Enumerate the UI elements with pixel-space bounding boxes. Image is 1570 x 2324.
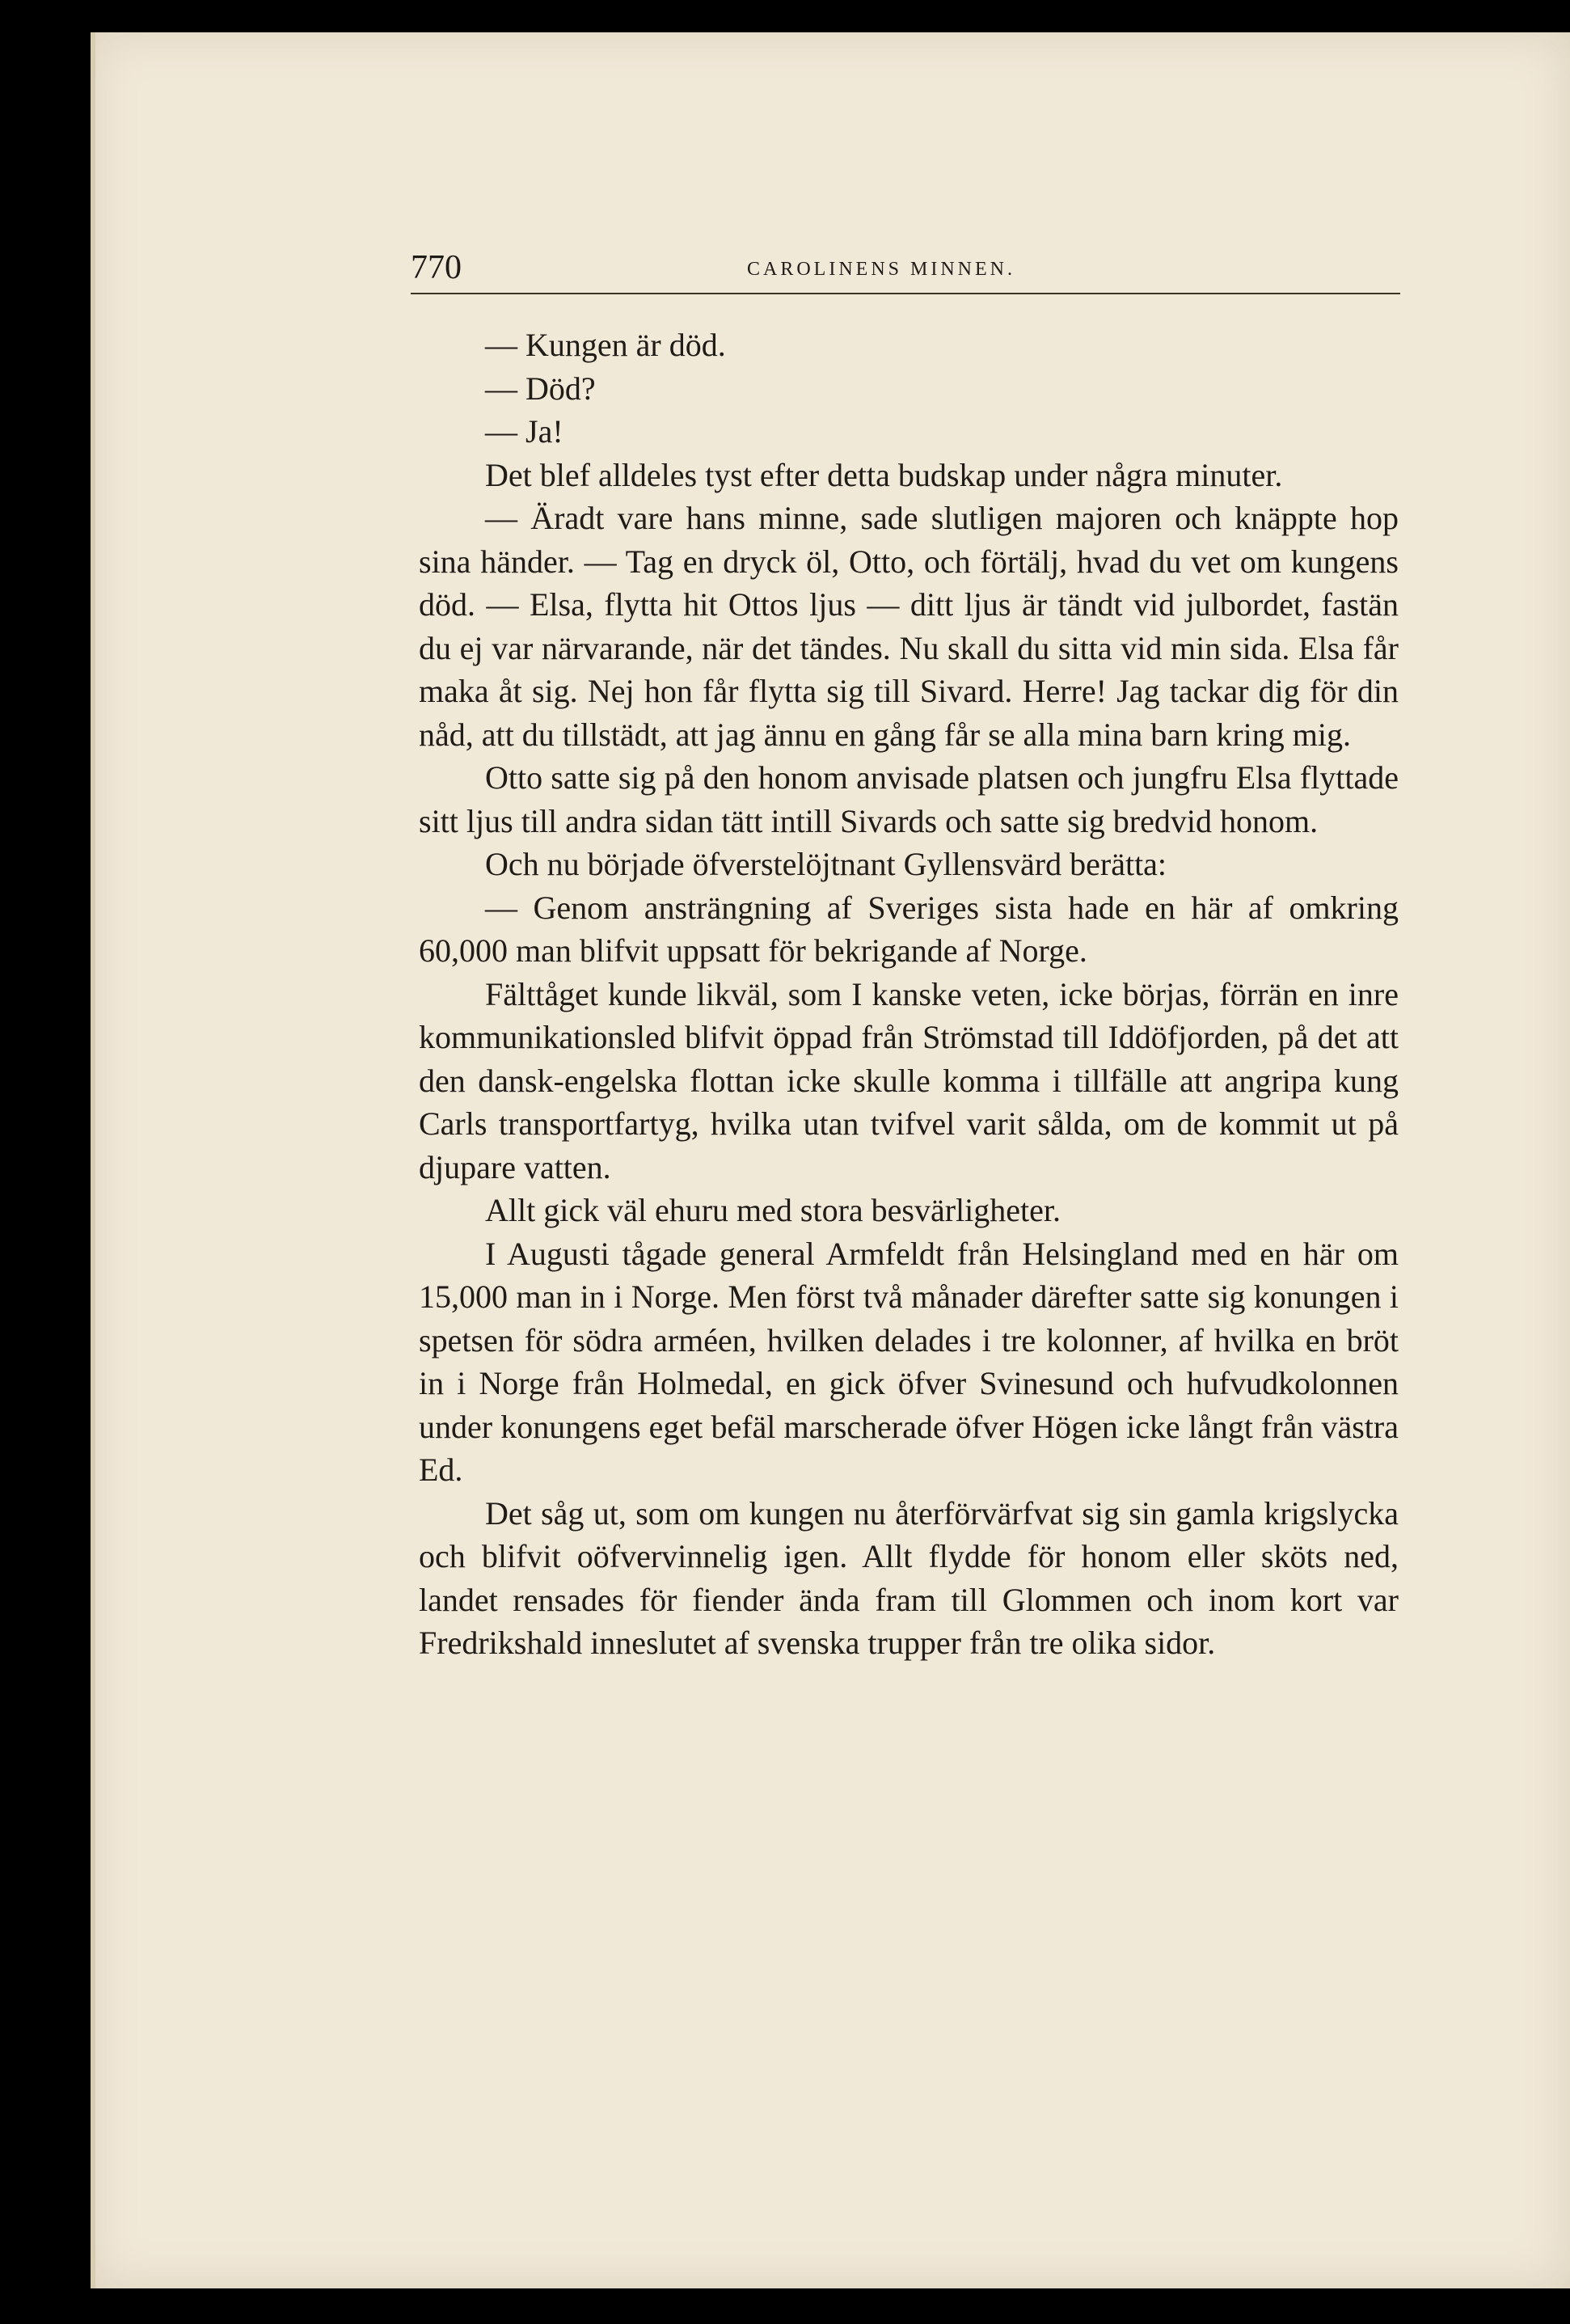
- paragraph-4: Det blef alldeles tyst efter detta budskap under några minuter.: [485, 456, 1283, 493]
- body-text: [419, 323, 1399, 1665]
- paragraph-12: Det såg ut, som om kungen nu återförvärfvat sig sin gamla krigslycka och blifvit oöfvervinnelig igen. Allt flydde för honom eller sköts ned, landet rensades för fiender ända fram till Glommen och inom kort var Fredrikshald inneslutet af svenska trupper från tre olika sidor.: [419, 1494, 1399, 1661]
- paragraph-8: — Genom ansträngning af Sveriges sista hade en här af omkring 60,000 man blifvit uppsatt för bekrigande af Norge.: [419, 889, 1399, 969]
- page-header: [411, 247, 1400, 294]
- paragraph-7: Och nu började öfverstelöjtnant Gyllensvärd berätta:: [485, 846, 1167, 882]
- paragraph-2: — Död?: [485, 370, 596, 407]
- paragraph-5: — Äradt vare hans minne, sade slutligen majoren och knäppte hop sina händer. — Tag en dryck öl, Otto, och förtälj, hvad du vet om kungens död. — Elsa, flytta hit Ottos ljus — ditt ljus är tändt vid julbordet, fastän du ej var närvarande, när det tändes. Nu skall du sitta vid min sida. Elsa får maka åt sig. Nej hon får flytta sig till Sivard. Herre! Jag tackar dig för din nåd, att du tillstädt, att jag ännu en gång får se alla mina barn kring mig.: [419, 500, 1399, 753]
- page-number: 770: [411, 249, 462, 286]
- paragraph-11: I Augusti tågade general Armfeldt från Helsingland med en här om 15,000 man in i Norge. Men först två månader därefter satte sig konungen i spetsen för södra arméen, hvilken delades i tre kolonner, af hvilka en bröt in i Norge från Holmedal, en gick öfver Svinesund och hufvudkolonnen under konungens eget befäl marscherade öfver Högen icke långt från västra Ed.: [419, 1235, 1399, 1488]
- paragraph-10: Allt gick väl ehuru med stora besvärligheter.: [485, 1192, 1061, 1228]
- paragraph-3: — Ja!: [485, 413, 563, 450]
- paragraph-6: Otto satte sig på den honom anvisade platsen och jungfru Elsa flyttade sitt ljus till andra sidan tätt intill Sivards och satte sig bredvid honom.: [419, 759, 1399, 839]
- paragraph-1: — Kungen är död.: [485, 327, 726, 363]
- running-head: CAROLINENS MINNEN.: [747, 259, 1015, 280]
- paragraph-9: Fälttåget kunde likväl, som I kanske veten, icke börjas, förrän en inre kommunikationsled blifvit öppad från Strömstad till Iddöfjorden, på det att den dansk-engelska flottan icke skulle komma i tillfälle att angripa kung Carls transportfartyg, hvilka utan tvifvel varit sålda, om de kommit ut på djupare vatten.: [419, 975, 1399, 1185]
- page-edge: [91, 32, 95, 2288]
